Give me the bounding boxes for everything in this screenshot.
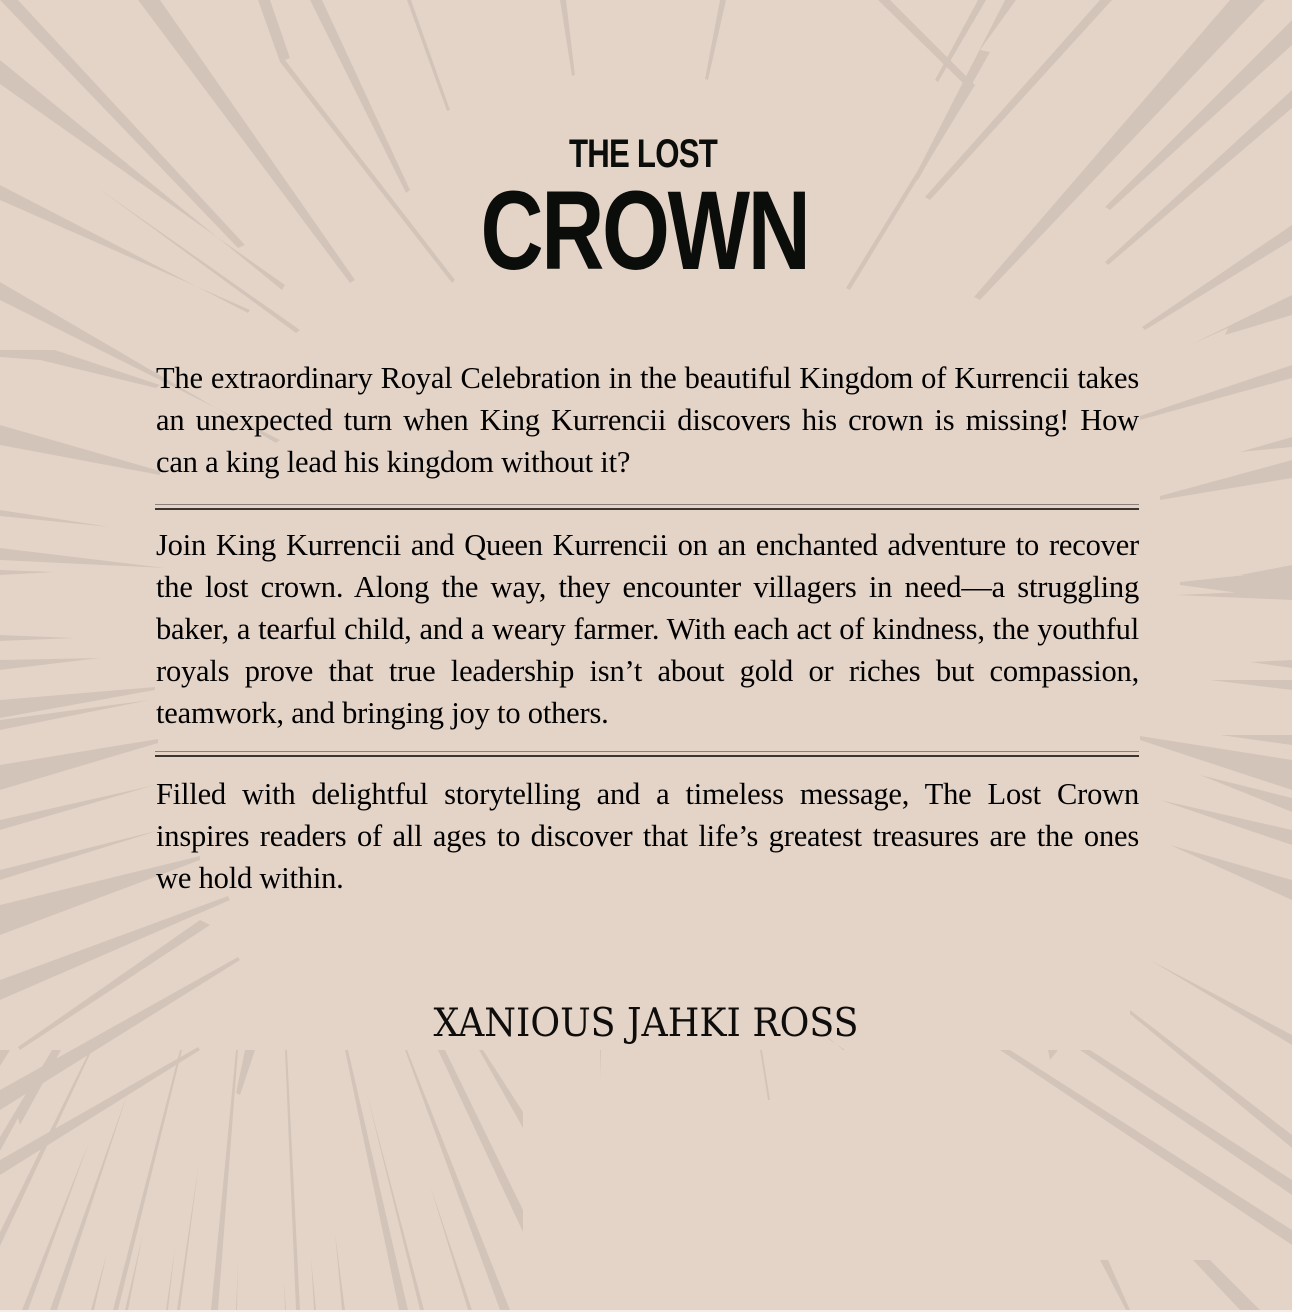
blurb-paragraph-1: The extraordinary Royal Celebration in the beautiful Kingdom of Kurrencii takes an unexpected turn when King Kurrencii discovers his crown is missing! How can a king lead his kingdom without it? — [156, 361, 1139, 479]
double-rule-divider — [155, 504, 1139, 510]
title-line-1: THE LOST — [568, 132, 718, 176]
divider-thin-line — [155, 751, 1139, 752]
divider-thick-line — [155, 755, 1139, 757]
divider-thin-line — [155, 504, 1139, 505]
blurb-paragraph-3: Filled with delightful storytelling and a timeless message, The Lost Crown inspires readers of all ages to discover that life’s greatest treasures are the ones we hold within. — [156, 777, 1139, 895]
title-line-2: CROWN — [480, 168, 809, 293]
book-title — [0, 132, 1292, 293]
author-name: XANIOUS JAHKI ROSS — [433, 1001, 859, 1046]
double-rule-divider — [155, 751, 1139, 757]
divider-thick-line — [155, 508, 1139, 510]
blurb-paragraph-2: Join King Kurrencii and Queen Kurrencii on an enchanted adventure to recover the lost crown. Along the way, they encounter villagers in need—a struggling baker, a tearful child, and a weary farmer. With each act of kindness, the youthful royals prove that true leadership isn’t about gold or riches but compassion, teamwork, and bringing joy to others. — [156, 528, 1139, 730]
